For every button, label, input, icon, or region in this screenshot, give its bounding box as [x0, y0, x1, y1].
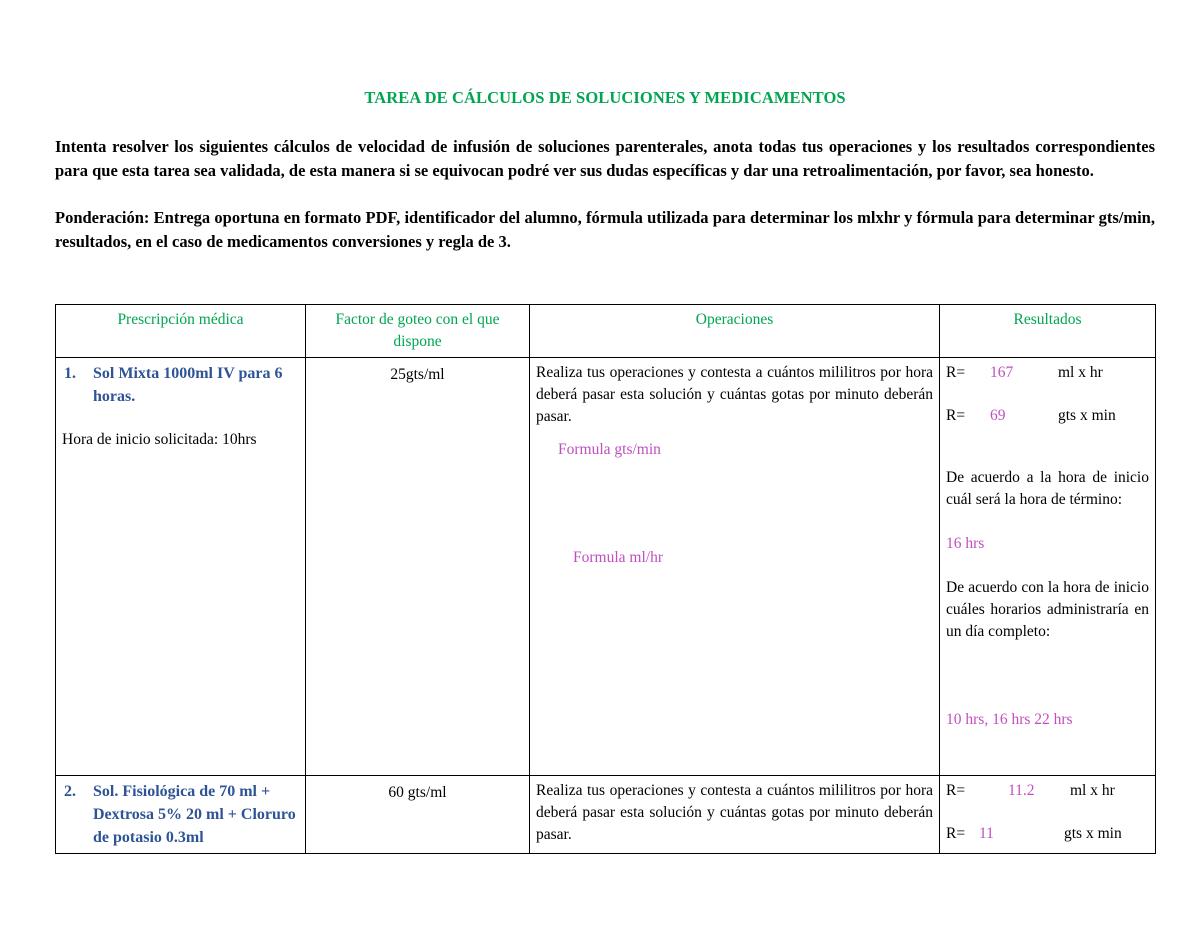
prescription-text-2: Sol. Fisiológica de 70 ml + Dextrosa 5% 20 ml + Cloruro de potasio 0.3ml [93, 782, 296, 846]
prescription-text-1: Sol Mixta 1000ml IV para 6 horas. [93, 364, 283, 405]
table-header [56, 304, 1156, 357]
cell-factor-goteo-2 [306, 775, 530, 854]
formula-mlhr-label-1: Formula ml/hr [573, 549, 663, 567]
prescription-item-2 [62, 780, 299, 850]
prescription-number-1: 1. [64, 364, 76, 382]
result-answer-schedule: 10 hrs, 16 hrs 22 hrs [946, 710, 1073, 728]
prescription-item-1 [62, 362, 299, 408]
column-header-resultados: Resultados [940, 304, 1156, 357]
operations-instructions-1: Realiza tus operaciones y contesta a cuántos mililitros por hora deberá pasar esta solución y cuántas gotas por minuto deberán pasar. [536, 363, 933, 425]
exercise-table-wrapper [55, 304, 1155, 855]
table-row [56, 775, 1156, 854]
result-unit-gtsmin: gts x min [1064, 824, 1122, 842]
result-value-gtsmin: 11 [979, 824, 994, 842]
result-line-gtsmin-2 [946, 823, 1149, 845]
table-row [56, 357, 1156, 775]
cell-resultados-2 [940, 775, 1156, 854]
result-value-mlhr: 11.2 [1008, 781, 1035, 799]
column-header-prescripcion: Prescripción médica [56, 304, 306, 357]
drop-factor-value-2: 60 gts/ml [388, 783, 447, 801]
drop-factor-value-1: 25gts/ml [390, 365, 445, 383]
result-line-gtsmin-1 [946, 405, 1149, 427]
cell-prescripcion-2 [56, 775, 306, 854]
cell-factor-goteo-1 [306, 357, 530, 775]
result-unit-gtsmin: gts x min [1058, 406, 1116, 424]
table-body [56, 357, 1156, 854]
result-value-mlhr: 167 [990, 363, 1014, 381]
result-prefix: R= [946, 781, 966, 799]
page-title: TAREA DE CÁLCULOS DE SOLUCIONES Y MEDICAMENTOS [364, 88, 846, 107]
operations-instructions-2: Realiza tus operaciones y contesta a cuántos mililitros por hora deberá pasar esta solución y cuántas gotas por minuto deberán pasar. [536, 781, 933, 843]
result-value-gtsmin: 69 [990, 406, 1006, 424]
grading-paragraph: Ponderación: Entrega oportuna en formato PDF, identificador del alumno, fórmula utilizada para determinar los mlxhr y fórmula para determinar gts/min, resultados, en el caso de medicamentos conversiones y regla de 3. [55, 208, 1155, 252]
result-prefix: R= [946, 824, 966, 842]
cell-operaciones-2 [530, 775, 940, 854]
result-line-mlhr-1 [946, 362, 1149, 384]
column-header-operaciones: Operaciones [530, 304, 940, 357]
prescription-number-2: 2. [64, 782, 76, 800]
result-unit-mlhr: ml x hr [1070, 781, 1115, 799]
formula-gts-label-1: Formula gts/min [558, 441, 661, 459]
table-header-row [56, 304, 1156, 357]
document-content [55, 0, 1155, 854]
result-prefix: R= [946, 406, 966, 424]
result-line-mlhr-2 [946, 780, 1149, 802]
exercise-table [55, 304, 1156, 855]
result-question-schedule: De acuerdo con la hora de inicio cuáles horarios administraría en un día completo: [946, 579, 1149, 641]
cell-prescripcion-1 [56, 357, 306, 775]
result-unit-mlhr: ml x hr [1058, 363, 1103, 381]
prescription-list-2 [62, 780, 299, 850]
prescription-list-1 [62, 362, 299, 408]
prescription-note-1: Hora de inicio solicitada: 10hrs [62, 431, 257, 448]
result-question-end-time: De acuerdo a la hora de inicio cuál será la hora de término: [946, 468, 1149, 508]
cell-resultados-1 [940, 357, 1156, 775]
intro-paragraph: Intenta resolver los siguientes cálculos de velocidad de infusión de soluciones parenterales, anota todas tus operaciones y los resultados correspondientes para que esta tarea sea validada, de esta manera si se equivocan podré ver sus dudas específicas y dar una retroalimentación, por favor, sea honesto. [55, 136, 1155, 180]
cell-operaciones-1 [530, 357, 940, 775]
result-prefix: R= [946, 363, 966, 381]
result-answer-end-time: 16 hrs [946, 534, 985, 552]
column-header-factor-goteo: Factor de goteo con el que dispone [306, 304, 530, 357]
